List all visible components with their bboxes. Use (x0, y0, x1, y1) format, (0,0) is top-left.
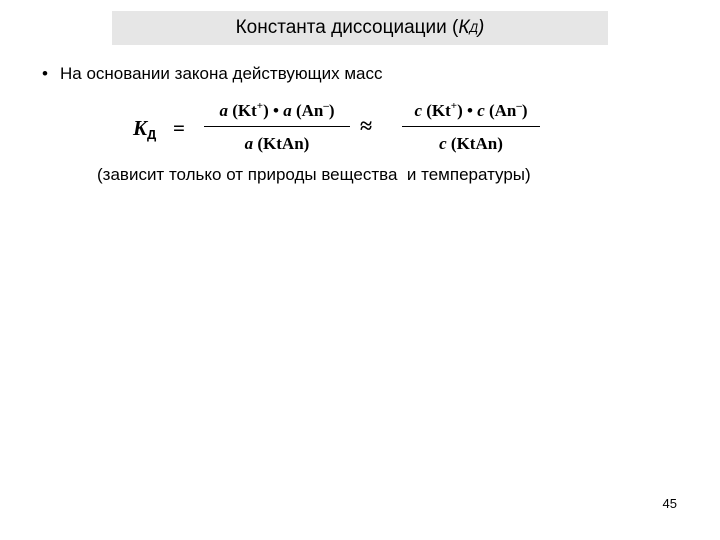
concentration-symbol: c (439, 134, 447, 153)
lhs-symbol: K (133, 116, 148, 140)
bullet-item (42, 64, 382, 84)
cation-charge: + (256, 100, 264, 112)
dependency-note: (зависит только от природы вещества и температуры) (97, 165, 531, 184)
slide-title (112, 11, 608, 45)
cation-text: (Kt (227, 101, 257, 120)
fraction-bar (204, 126, 350, 127)
concentration-symbol: c (414, 101, 422, 120)
dissociation-formula (130, 95, 550, 161)
closing-paren: ) (521, 101, 528, 120)
bullet-marker: • (42, 64, 48, 83)
concentration-fraction (396, 95, 546, 155)
closing-paren: ) (328, 101, 335, 120)
cation-text: (Kt (421, 101, 451, 120)
concentration-symbol: c (477, 101, 485, 120)
title-symbol: К (458, 17, 470, 38)
anion-text: (An (291, 101, 324, 120)
fraction-denominator (245, 133, 310, 155)
activity-fraction (202, 95, 352, 155)
activity-symbol: a (244, 134, 254, 153)
activity-symbol: a (283, 101, 292, 120)
anion-charge: – (323, 100, 329, 112)
activity-symbol: a (219, 101, 228, 120)
multiply-text: ) • (263, 101, 284, 120)
molecule-text: (KtAn) (446, 134, 503, 153)
approx-sign: ≈ (360, 113, 373, 138)
anion-charge: – (516, 100, 522, 112)
molecule-text: (KtAn) (253, 134, 310, 153)
formula-lhs (133, 116, 156, 142)
fraction-denominator (439, 133, 503, 155)
multiply-text: ) • (457, 101, 478, 120)
page-number: 45 (662, 496, 677, 511)
title-subscript: Д (469, 21, 479, 35)
bullet-text: На основании закона действующих масс (60, 64, 383, 83)
title-suffix: ) (478, 17, 485, 38)
lhs-subscript: Д (147, 127, 157, 142)
fraction-bar (402, 126, 540, 127)
equals-sign: = (173, 116, 185, 140)
title-prefix: Константа диссоциации ( (235, 17, 459, 38)
fraction-numerator (414, 95, 527, 122)
fraction-numerator (219, 95, 334, 122)
cation-charge: + (450, 100, 458, 112)
anion-text: (An (484, 101, 517, 120)
